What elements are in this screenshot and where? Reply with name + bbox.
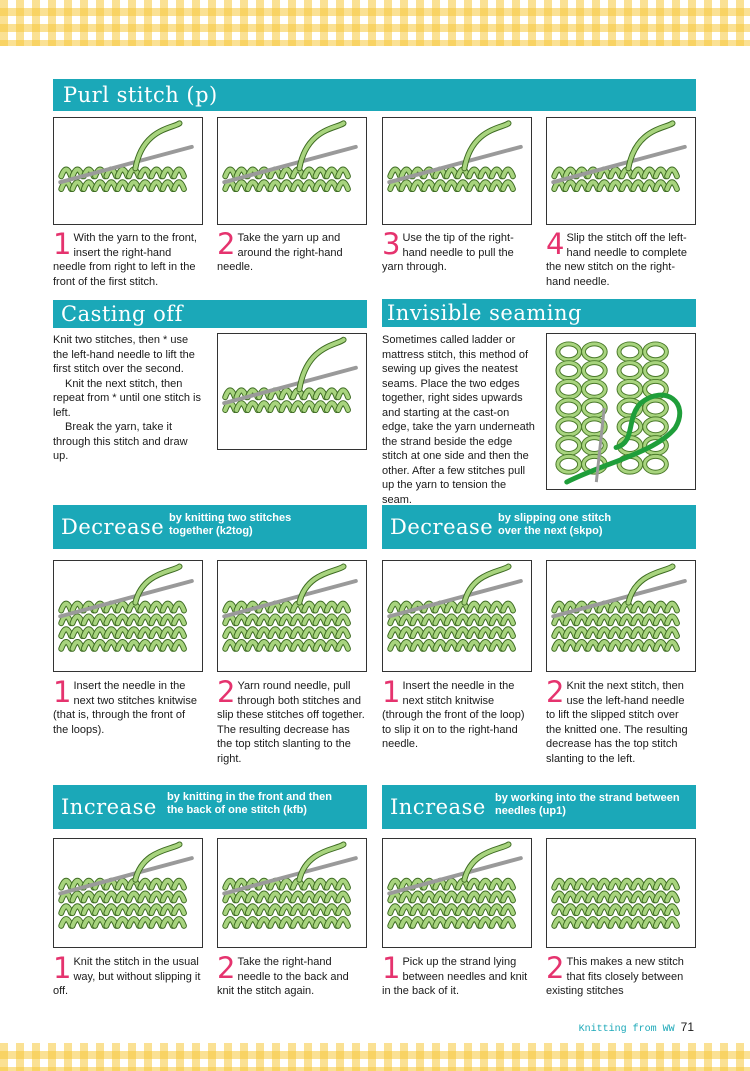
purl-step-3: 3 Use the tip of the right-hand needle to pull the yarn through. [382,227,514,273]
decrease-k2tog-illustration-2 [217,560,367,672]
increase-up1-step-1: 1 Pick up the strand lying between needles and knit in the back of it. [382,951,528,997]
invisible-seaming-illustration [546,333,696,490]
purl-illustration-2 [217,117,367,225]
casting-off-p3: Break the yarn, take it through this stitch and draw up. [53,421,188,462]
decrease-skpo-step-2: 2 Knit the next stitch, then use the left-hand needle to lift the slipped stitch over the knitted one. The resulting decrease has the top stitch slanting to the left. [546,675,688,765]
purl-illustration-3 [382,117,532,225]
gingham-border-top [0,0,750,46]
purl-step-4: 4 Slip the stitch off the left-hand needle to complete the new stitch on the right-hand needle. [546,227,687,288]
decrease-skpo-illustration-1 [382,560,532,672]
increase-up1-step-2: 2 This makes a new stitch that fits closely between existing stitches [546,951,684,997]
purl-illustration-4 [546,117,696,225]
decrease-k2tog-title: Decrease [61,515,165,539]
increase-kfb-subtitle: by knitting in the front and then the back of one stitch (kfb) [167,791,332,816]
decrease-k2tog-subtitle: by knitting two stitches together (k2tog) [169,512,292,537]
increase-kfb-step-2: 2 Take the right-hand needle to the back and knit the stitch again. [217,951,349,997]
casting-off-title: Casting off [61,302,183,326]
invisible-seaming-text: Sometimes called ladder or mattress stitch, this method of sewing up gives the neatest seams. Place the two edges together, right sides upwards and starting at the cast-on edge, take the yarn underneath the strand beside the edge stitch at one side and then the other. After a few stitches pull up the yarn to tension the seam. [382,334,535,506]
purl-title: Purl stitch (p) [63,83,218,107]
decrease-k2tog-banner [53,505,367,549]
casting-off-illustration [217,333,367,450]
invisible-seaming-title: Invisible seaming [387,301,582,325]
increase-up1-illustration-2 [546,838,696,948]
casting-off-banner [53,300,367,328]
page-footer [579,1020,694,1035]
decrease-k2tog-step-2: 2 Yarn round needle, pull through both stitches and slip these stitches off together. The resulting decrease has the top stitch slanting to the right. [217,675,365,765]
footer-source: Knitting from WW [578,1024,675,1035]
increase-kfb-illustration-2 [217,838,367,948]
decrease-skpo-banner [382,505,696,549]
decrease-skpo-subtitle: by slipping one stitch over the next (skpo) [498,512,612,537]
increase-up1-illustration-1 [382,838,532,948]
increase-up1-subtitle: by working into the strand between needles (up1) [495,792,680,817]
decrease-skpo-illustration-2 [546,560,696,672]
casting-off-text [53,333,205,464]
decrease-k2tog-illustration-1 [53,560,203,672]
increase-kfb-banner [53,785,367,829]
page-number: 71 [680,1020,694,1034]
increase-kfb-step-1: 1 Knit the stitch in the usual way, but without slipping it off. [53,951,201,997]
purl-illustration-1 [53,117,203,225]
decrease-skpo-step-1: 1 Insert the needle in the next stitch knitwise (through the front of the loop) to slip it on to the right-hand needle. [382,675,525,750]
decrease-k2tog-step-1: 1 Insert the needle in the next two stitches knitwise (that is, through the front of the loops). [53,675,197,736]
increase-kfb-title: Increase [61,795,157,819]
casting-off-p1: Knit two stitches, then * use the left-hand needle to lift the first stitch over the second. [53,334,195,375]
gingham-border-bottom [0,1043,750,1071]
increase-kfb-illustration-1 [53,838,203,948]
increase-up1-title: Increase [390,795,486,819]
invisible-seaming-banner [382,299,696,327]
purl-step-1: 1 With the yarn to the front, insert the right-hand needle from right to left in the front of the first stitch. [53,227,197,288]
purl-banner [53,79,696,111]
casting-off-p2: Knit the next stitch, then repeat from * until one stitch is left. [53,377,201,419]
decrease-skpo-title: Decrease [390,515,494,539]
purl-step-2: 2 Take the yarn up and around the right-hand needle. [217,227,343,273]
increase-up1-banner [382,785,696,829]
